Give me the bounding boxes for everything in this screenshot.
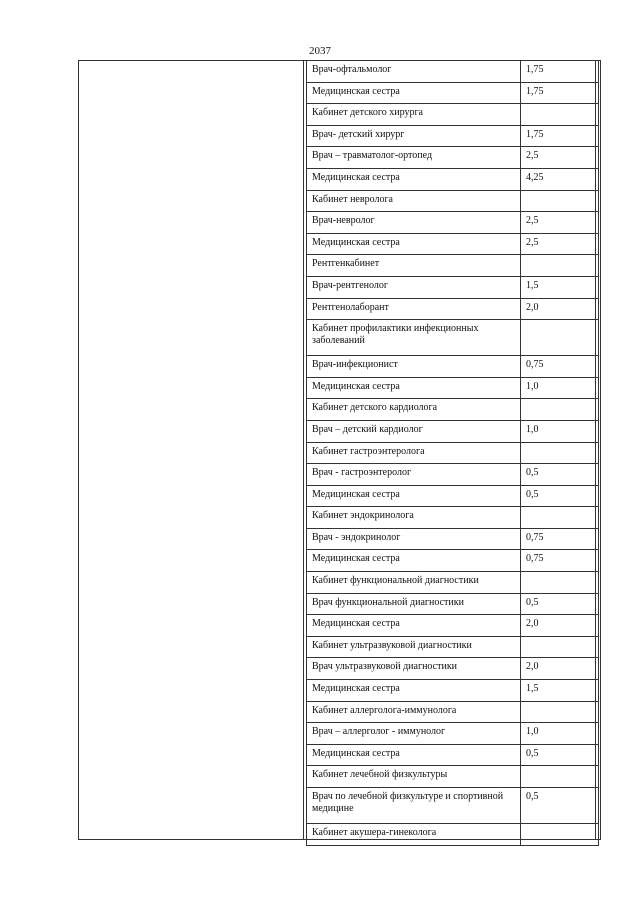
position-name-cell: Врач – травматолог-ортопед — [307, 147, 521, 169]
table-row — [307, 615, 599, 637]
table-row — [307, 356, 599, 378]
table-row — [307, 658, 599, 680]
staff-rate-cell — [521, 572, 599, 594]
staff-rate-cell: 0,5 — [521, 593, 599, 615]
staff-rate-cell: 0,5 — [521, 744, 599, 766]
position-name-cell: Врач функциональной диагностики — [307, 593, 521, 615]
staff-rate-cell: 2,5 — [521, 212, 599, 234]
table-row — [307, 766, 599, 788]
staff-rate-cell: 1,0 — [521, 377, 599, 399]
table-row — [307, 507, 599, 529]
staff-rate-cell — [521, 636, 599, 658]
staff-rate-cell — [521, 701, 599, 723]
position-name-cell: Врач-инфекционист — [307, 356, 521, 378]
position-name-cell: Рентгенолаборант — [307, 298, 521, 320]
position-name-cell: Врач ультразвуковой диагностики — [307, 658, 521, 680]
position-name-cell: Кабинет детского кардиолога — [307, 399, 521, 421]
table-row — [307, 464, 599, 486]
staff-rate-cell: 1,0 — [521, 723, 599, 745]
position-name-cell: Кабинет акушера-гинеколога — [307, 824, 521, 846]
position-name-cell: Кабинет лечебной физкультуры — [307, 766, 521, 788]
position-name-cell: Врач – аллерголог - иммунолог — [307, 723, 521, 745]
table-row — [307, 723, 599, 745]
staff-rate-cell — [521, 507, 599, 529]
staffing-table — [306, 60, 599, 846]
table-row — [307, 420, 599, 442]
position-name-cell: Врач-невролог — [307, 212, 521, 234]
staff-rate-cell — [521, 104, 599, 126]
staff-rate-cell: 1,0 — [521, 420, 599, 442]
position-name-cell: Медицинская сестра — [307, 680, 521, 702]
staff-rate-cell: 2,0 — [521, 658, 599, 680]
table-row — [307, 377, 599, 399]
staff-rate-cell: 1,75 — [521, 125, 599, 147]
table-row — [307, 680, 599, 702]
position-name-cell: Кабинет гастроэнтеролога — [307, 442, 521, 464]
position-name-cell: Кабинет детского хирурга — [307, 104, 521, 126]
staff-rate-cell — [521, 320, 599, 356]
staffing-table-body — [307, 61, 599, 846]
staff-rate-cell: 0,5 — [521, 788, 599, 824]
staff-rate-cell: 1,5 — [521, 276, 599, 298]
position-name-cell: Врач-офтальмолог — [307, 61, 521, 83]
table-row — [307, 824, 599, 846]
table-row — [307, 744, 599, 766]
position-name-cell: Врач - эндокринолог — [307, 528, 521, 550]
staff-rate-cell: 0,75 — [521, 356, 599, 378]
staff-rate-cell — [521, 399, 599, 421]
position-name-cell: Кабинет профилактики инфекционных заболеваний — [307, 320, 521, 356]
staff-rate-cell — [521, 442, 599, 464]
table-row — [307, 190, 599, 212]
frame-divider — [303, 61, 304, 839]
position-name-cell: Медицинская сестра — [307, 233, 521, 255]
position-name-cell: Врач - гастроэнтеролог — [307, 464, 521, 486]
position-name-cell: Медицинская сестра — [307, 377, 521, 399]
staff-rate-cell — [521, 824, 599, 846]
page-number: 2037 — [309, 45, 331, 57]
table-row — [307, 61, 599, 83]
position-name-cell: Врач по лечебной физкультуре и спортивной медицине — [307, 788, 521, 824]
staff-rate-cell: 0,5 — [521, 485, 599, 507]
table-row — [307, 147, 599, 169]
table-row — [307, 104, 599, 126]
staff-rate-cell: 0,75 — [521, 550, 599, 572]
table-row — [307, 82, 599, 104]
staff-rate-cell — [521, 766, 599, 788]
table-row — [307, 572, 599, 594]
table-row — [307, 276, 599, 298]
position-name-cell: Медицинская сестра — [307, 744, 521, 766]
table-row — [307, 788, 599, 824]
table-row — [307, 550, 599, 572]
position-name-cell: Медицинская сестра — [307, 82, 521, 104]
position-name-cell: Кабинет эндокринолога — [307, 507, 521, 529]
position-name-cell: Медицинская сестра — [307, 485, 521, 507]
position-name-cell: Медицинская сестра — [307, 615, 521, 637]
staff-rate-cell: 1,75 — [521, 82, 599, 104]
position-name-cell: Медицинская сестра — [307, 168, 521, 190]
position-name-cell: Врач- детский хирург — [307, 125, 521, 147]
position-name-cell: Рентгенкабинет — [307, 255, 521, 277]
table-row — [307, 212, 599, 234]
table-row — [307, 298, 599, 320]
staff-rate-cell: 1,75 — [521, 61, 599, 83]
table-row — [307, 168, 599, 190]
position-name-cell: Кабинет аллерголога-иммунолога — [307, 701, 521, 723]
staff-rate-cell: 2,5 — [521, 233, 599, 255]
staff-rate-cell: 2,0 — [521, 615, 599, 637]
position-name-cell: Врач-рентгенолог — [307, 276, 521, 298]
staff-rate-cell: 2,5 — [521, 147, 599, 169]
staff-rate-cell: 4,25 — [521, 168, 599, 190]
position-name-cell: Врач – детский кардиолог — [307, 420, 521, 442]
table-row — [307, 255, 599, 277]
table-row — [307, 233, 599, 255]
staff-rate-cell: 0,75 — [521, 528, 599, 550]
table-row — [307, 485, 599, 507]
table-row — [307, 320, 599, 356]
position-name-cell: Медицинская сестра — [307, 550, 521, 572]
staff-rate-cell — [521, 255, 599, 277]
staff-rate-cell — [521, 190, 599, 212]
table-row — [307, 636, 599, 658]
table-row — [307, 442, 599, 464]
position-name-cell: Кабинет функциональной диагностики — [307, 572, 521, 594]
table-row — [307, 125, 599, 147]
table-row — [307, 701, 599, 723]
table-row — [307, 399, 599, 421]
staff-rate-cell: 1,5 — [521, 680, 599, 702]
table-row — [307, 593, 599, 615]
table-row — [307, 528, 599, 550]
position-name-cell: Кабинет ультразвуковой диагностики — [307, 636, 521, 658]
position-name-cell: Кабинет невролога — [307, 190, 521, 212]
staff-rate-cell: 2,0 — [521, 298, 599, 320]
staff-rate-cell: 0,5 — [521, 464, 599, 486]
